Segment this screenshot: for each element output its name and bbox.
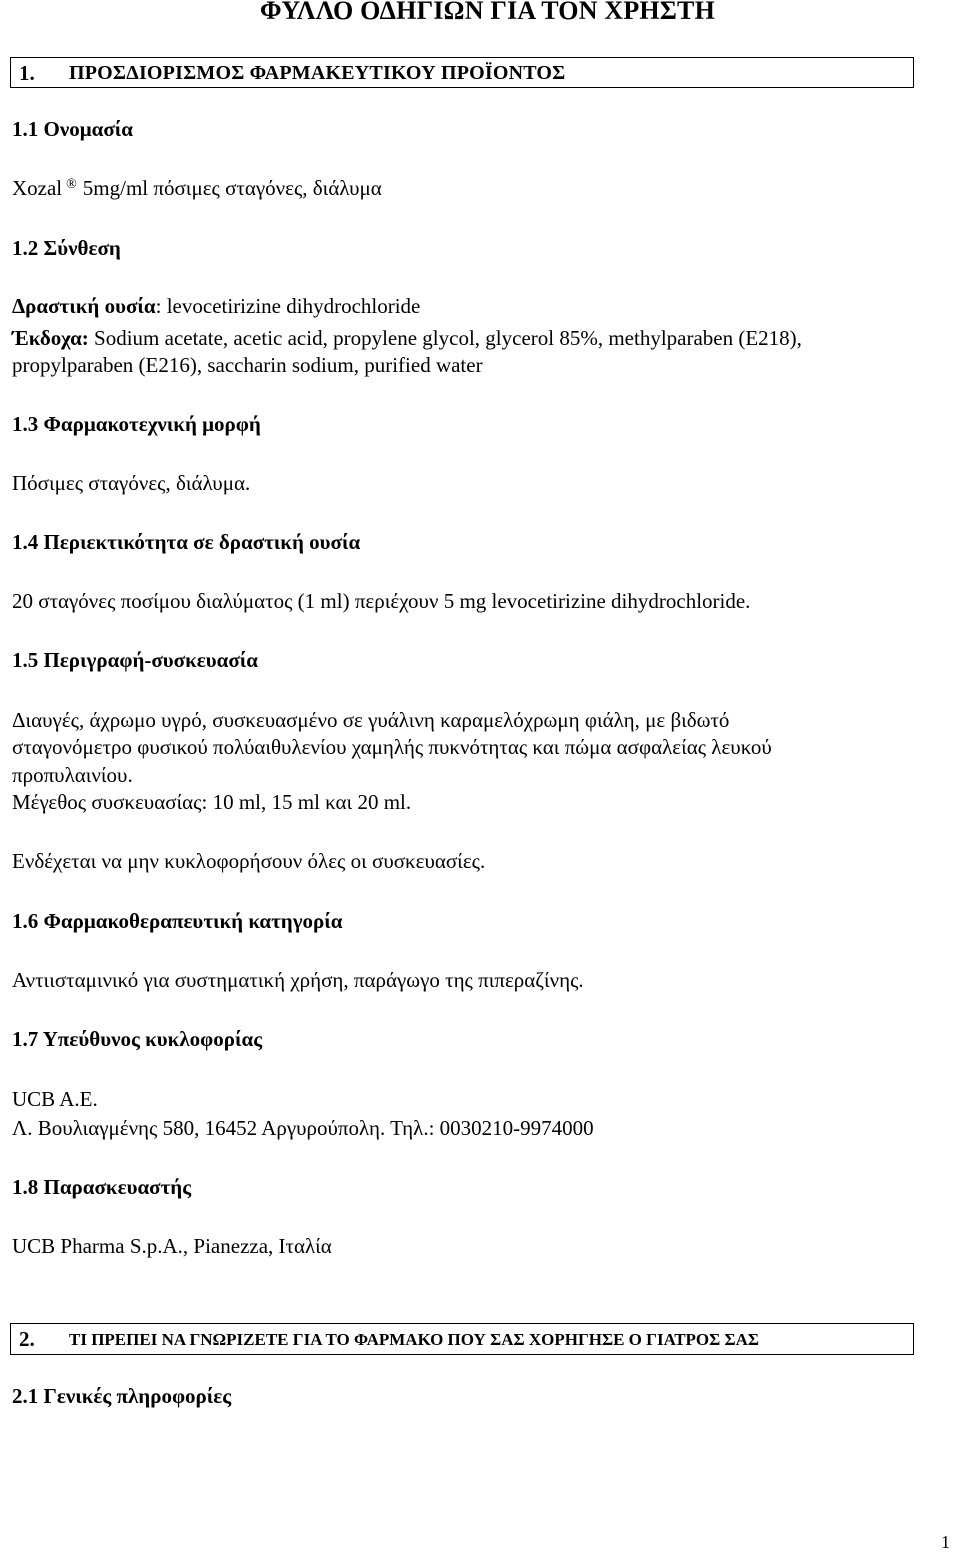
registered-mark: ® bbox=[66, 177, 77, 192]
description-line-2: σταγονόμετρο φυσικού πολύαιθυλενίου χαμηλής πυκνότητας και πώμα ασφαλείας λευκού bbox=[12, 735, 772, 759]
mah-name: UCB A.E. bbox=[12, 1087, 98, 1111]
description-line-3: προπυλαινίου. bbox=[12, 763, 133, 787]
heading-1-8: 1.8 Παρασκευαστής bbox=[12, 1175, 192, 1199]
excipients-line-1 bbox=[12, 326, 802, 351]
product-name-line bbox=[12, 176, 382, 201]
excipients-value-1: Sodium acetate, acetic acid, propylene glycol, glycerol 85%, methylparaben (E218), bbox=[88, 326, 802, 350]
page-number: 1 bbox=[941, 1532, 950, 1552]
strength-text: 20 σταγόνες ποσίμου διαλύματος (1 ml) περιέχουν 5 mg levocetirizine dihydrochloride. bbox=[12, 589, 751, 613]
heading-1-3: 1.3 Φαρμακοτεχνική μορφή bbox=[12, 412, 261, 436]
product-strength-form: 5mg/ml πόσιμες σταγόνες, διάλυμα bbox=[82, 176, 382, 200]
active-substance-value: : levocetirizine dihydrochloride bbox=[155, 294, 421, 318]
heading-1-7: 1.7 Υπεύθυνος κυκλοφορίας bbox=[12, 1027, 263, 1051]
heading-2-1: 2.1 Γενικές πληροφορίες bbox=[12, 1384, 232, 1408]
excipients-label: Έκδοχα: bbox=[12, 326, 89, 350]
brand-name: Xozal bbox=[12, 176, 63, 200]
availability-note: Ενδέχεται να μην κυκλοφορήσουν όλες οι συσκευασίες. bbox=[12, 849, 486, 873]
section-1-number: 1. bbox=[19, 61, 35, 85]
section-2-title: ΤΙ ΠΡΕΠΕΙ ΝΑ ΓΝΩΡΙΖΕΤΕ ΓΙΑ ΤΟ ΦΑΡΜΑΚΟ ΠΟΥ ΣΑΣ ΧΟΡΗΓΗΣΕ Ο ΓΙΑΤΡΟΣ ΣΑΣ bbox=[69, 1330, 760, 1349]
manufacturer-text: UCB Pharma S.p.A., Pianezza, Ιταλία bbox=[12, 1234, 332, 1258]
document-title: ΦΥΛΛΟ ΟΔΗΓΙΩΝ ΓΙΑ ΤΟΝ ΧΡΗΣΤΗ bbox=[259, 0, 716, 25]
mah-address: Λ. Βουλιαγμένης 580, 16452 Αργυρούπολη. Τηλ.: 0030210-9974000 bbox=[12, 1116, 594, 1140]
heading-1-2: 1.2 Σύνθεση bbox=[12, 236, 121, 260]
description-line-1: Διαυγές, άχρωμο υγρό, συσκευασμένο σε γυάλινη καραμελόχρωμη φιάλη, με βιδωτό bbox=[12, 708, 730, 732]
heading-1-5: 1.5 Περιγραφή-συσκευασία bbox=[12, 648, 259, 672]
section-1-title: ΠΡΟΣΔΙΟΡΙΣΜΟΣ ΦΑΡΜΑΚΕΥΤΙΚΟΥ ΠΡΟΪΟΝΤΟΣ bbox=[69, 62, 566, 84]
section-1-header-box bbox=[10, 57, 914, 88]
pack-sizes-text: Μέγεθος συσκευασίας: 10 ml, 15 ml και 20 ml. bbox=[12, 790, 412, 814]
therapeutic-category-text: Αντιισταμινικό για συστηματική χρήση, παράγωγο της πιπεραζίνης. bbox=[12, 968, 584, 992]
excipients-line-2: propylparaben (E216), saccharin sodium, purified water bbox=[12, 353, 483, 377]
section-2-header-box bbox=[10, 1323, 914, 1355]
heading-1-1: 1.1 Ονομασία bbox=[12, 117, 133, 141]
section-2-number: 2. bbox=[19, 1327, 35, 1351]
active-substance-line bbox=[12, 294, 420, 319]
heading-1-6: 1.6 Φαρμακοθεραπευτική κατηγορία bbox=[12, 909, 343, 933]
heading-1-4: 1.4 Περιεκτικότητα σε δραστική ουσία bbox=[12, 530, 361, 554]
active-substance-label: Δραστική ουσία bbox=[12, 294, 156, 318]
dosage-form-text: Πόσιμες σταγόνες, διάλυμα. bbox=[12, 471, 251, 495]
